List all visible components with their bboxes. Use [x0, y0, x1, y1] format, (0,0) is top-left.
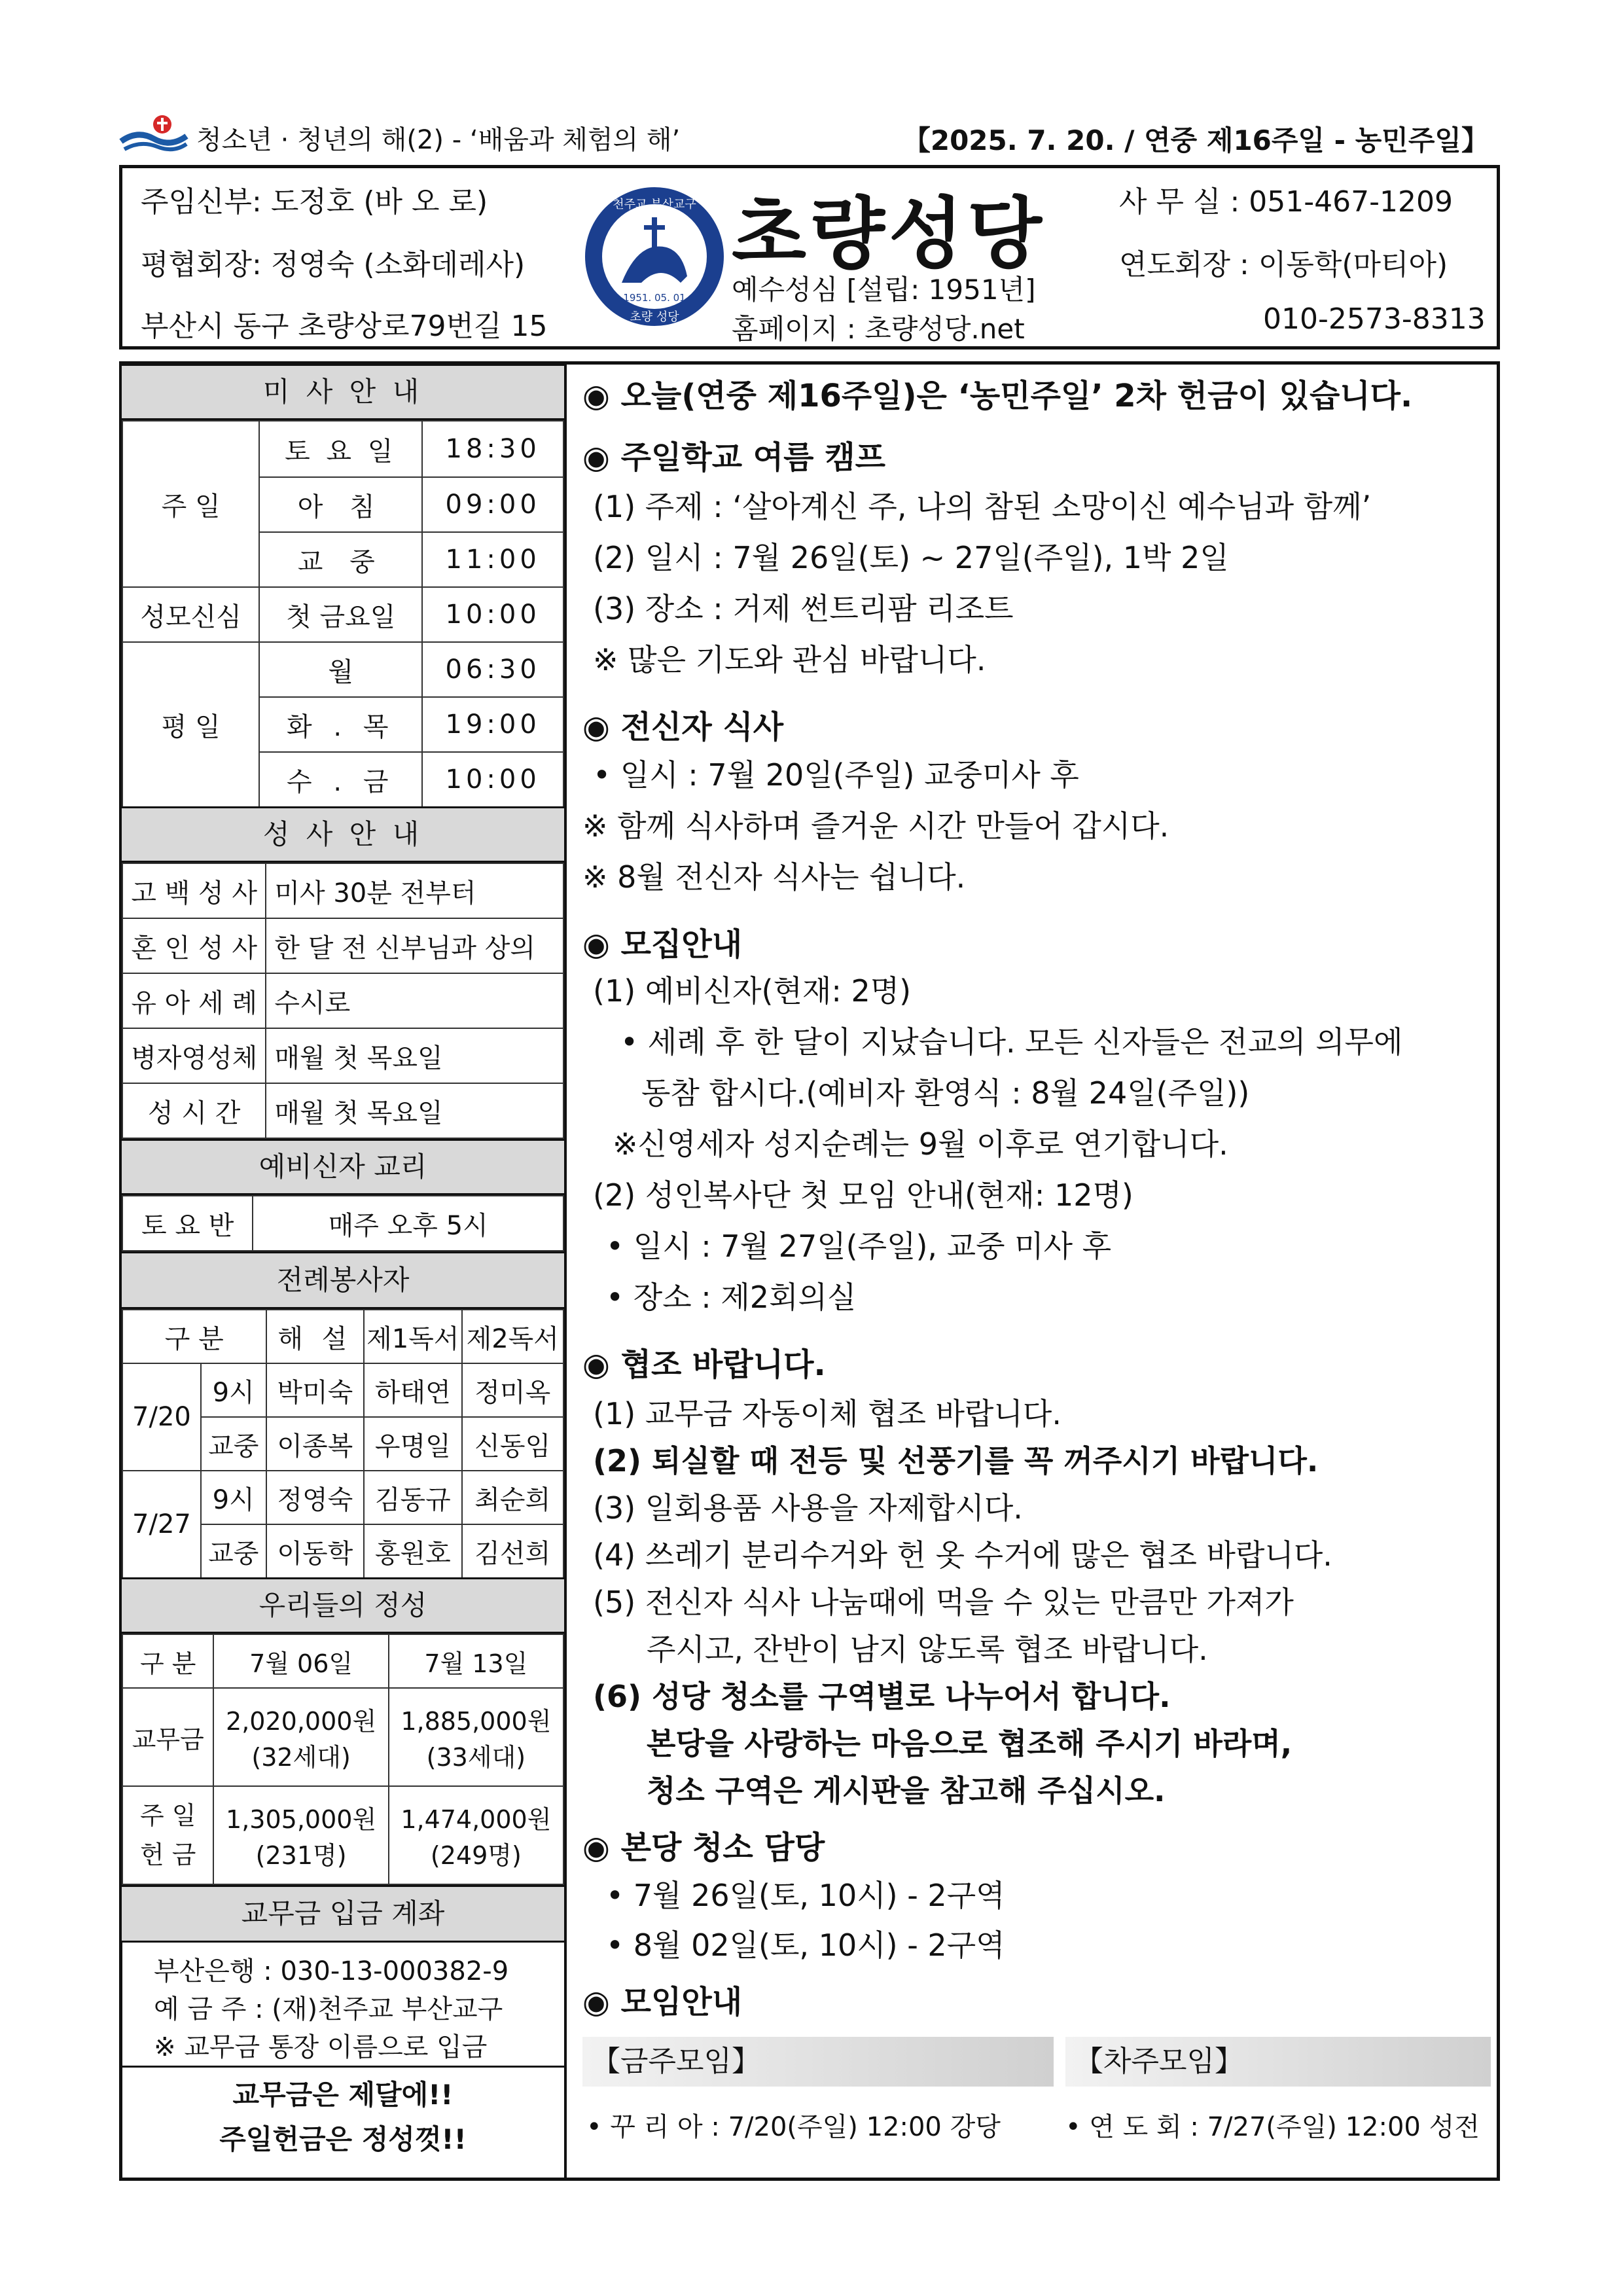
mass-time: 19:00 [422, 697, 563, 752]
recruit-line: 동참 합시다.(예비자 환영식 : 8월 24일(주일)) [641, 1075, 1250, 1111]
this-week-meeting: • 꾸 리 아 : 7/20(주일) 12:00 강당 [586, 2112, 1001, 2142]
table-row [122, 1471, 563, 1524]
liturgy-date: 7/20 [122, 1363, 201, 1471]
offering-cell [389, 1786, 563, 1884]
offering-name: 교무금 [122, 1688, 213, 1786]
catechumen-value: 매주 오후 5시 [253, 1196, 563, 1251]
catechumen-name: 토 요 반 [122, 1196, 253, 1251]
elder-council-text: 연도회장 : 이동학(마티아) [1119, 248, 1448, 281]
mass-day: 화 . 목 [259, 697, 422, 752]
coop-line: (1) 교무금 자동이체 협조 바랍니다. [593, 1396, 1061, 1431]
offering-amount: 1,885,000원 [401, 1707, 552, 1736]
table-row [122, 642, 563, 697]
mass-day: 수 . 금 [259, 752, 422, 807]
meal-line: • 일시 : 7월 20일(주일) 교중미사 후 [593, 757, 1079, 793]
table-row [122, 1634, 563, 1688]
table-row [122, 1196, 563, 1251]
table-row [122, 1688, 563, 1786]
coop-line: (6) 성당 청소를 구역별로 나누어서 합니다. [593, 1679, 1171, 1714]
account-divider [122, 2066, 564, 2068]
liturgy-commentator: 이종복 [266, 1417, 365, 1471]
recruit-line: (1) 예비신자(현재: 2명) [593, 973, 912, 1009]
table-row [122, 1310, 563, 1363]
slogan-line-1: 교무금은 제달에!! [232, 2079, 454, 2111]
sacrament-value: 수시로 [266, 973, 563, 1028]
clean-line: • 7월 26일(토, 10시) - 2구역 [606, 1878, 1005, 1913]
clean-line: • 8월 02일(토, 10시) - 2구역 [606, 1928, 1005, 1963]
slogan-line-2: 주일헌금은 정성껏!! [219, 2123, 467, 2155]
council-text: 평협회장: 정영숙 (소화데레사) [141, 248, 526, 281]
liturgy-reader2: 김선희 [462, 1524, 563, 1578]
clean-title: ◉ 본당 청소 담당 [582, 1829, 825, 1866]
liturgy-commentator: 이동학 [266, 1524, 365, 1578]
camp-line: (2) 일시 : 7월 26일(토) ~ 27일(주일), 1박 2일 [593, 540, 1229, 575]
account-note: ※ 교무금 통장 이름으로 입금 [154, 2032, 488, 2062]
liturgy-section-title: 전례봉사자 [122, 1251, 564, 1309]
mass-group: 평 일 [122, 642, 259, 807]
account-section-title: 교무금 입금 계좌 [122, 1885, 564, 1943]
seal-bottom-text: 초량 성당 [630, 310, 679, 324]
wave-logo-icon [118, 110, 190, 156]
mass-group: 주 일 [122, 421, 259, 587]
church-seal-icon [582, 185, 726, 329]
sacrament-section-title: 성 사 안 내 [122, 806, 564, 863]
offering-amount: 1,474,000원 [401, 1805, 552, 1834]
sacrament-name: 유 아 세 례 [122, 973, 266, 1028]
mass-day: 첫 금요일 [259, 587, 422, 642]
elder-phone: 010-2573-8313 [1263, 302, 1486, 336]
coop-line: (4) 쓰레기 분리수거와 헌 옷 수거에 많은 협조 바랍니다. [593, 1537, 1332, 1573]
liturgy-mass: 교중 [201, 1524, 266, 1578]
offering-header: 7월 13일 [389, 1634, 563, 1688]
mass-day: 토 요 일 [259, 421, 422, 477]
notice-offering: ◉ 오늘(연중 제16주일)은 ‘농민주일’ 2차 헌금이 있습니다. [582, 378, 1413, 414]
sacrament-name: 고 백 성 사 [122, 863, 266, 918]
recruit-line: • 일시 : 7월 27일(주일), 교중 미사 후 [606, 1229, 1112, 1264]
mass-section-title: 미 사 안 내 [122, 364, 564, 420]
recruit-line: • 장소 : 제2회의실 [606, 1280, 857, 1315]
offering-amount: 1,305,000원 [226, 1805, 377, 1834]
mass-table [122, 420, 564, 808]
table-row [122, 587, 563, 642]
sacrament-name: 병자영성체 [122, 1028, 266, 1083]
catechumen-table [122, 1195, 564, 1251]
recruit-title: ◉ 모집안내 [582, 926, 743, 963]
offering-cell [213, 1786, 388, 1884]
offering-amount: 2,020,000원 [226, 1707, 377, 1736]
homepage-link[interactable]: 홈페이지 : 초량성당.net [732, 313, 1025, 345]
account-holder: 예 금 주 : (재)천주교 부산교구 [154, 1994, 503, 2024]
address-text: 부산시 동구 초량상로79번길 15 [141, 310, 548, 343]
liturgy-reader2: 최순희 [462, 1471, 563, 1524]
coop-line: (2) 퇴실할 때 전등 및 선풍기를 꼭 꺼주시기 바랍니다. [593, 1443, 1319, 1479]
table-row [122, 1786, 563, 1884]
mass-time: 10:00 [422, 587, 563, 642]
seal-top-text: 천주교 부산교구 [613, 198, 696, 211]
offering-table [122, 1634, 564, 1885]
mass-time: 11:00 [422, 532, 563, 587]
table-row [122, 421, 563, 477]
table-row [122, 918, 563, 973]
next-week-meeting-header: 【차주모임】 [1065, 2037, 1491, 2087]
camp-line: (1) 주제 : ‘살아계신 주, 나의 참된 소망이신 예수님과 함께’ [593, 489, 1372, 524]
sacrament-value: 미사 30분 전부터 [266, 863, 563, 918]
liturgy-date: 7/27 [122, 1471, 201, 1578]
liturgy-commentator: 박미숙 [266, 1363, 365, 1417]
liturgy-header: 해 설 [266, 1310, 365, 1363]
table-row [122, 863, 563, 918]
liturgy-table [122, 1309, 564, 1579]
next-week-meeting: • 연 도 회 : 7/27(주일) 12:00 성전 [1065, 2112, 1480, 2142]
table-row [122, 1083, 563, 1138]
mass-group: 성모신심 [122, 587, 259, 642]
meal-title: ◉ 전신자 식사 [582, 709, 784, 745]
mass-time: 06:30 [422, 642, 563, 697]
coop-title: ◉ 협조 바랍니다. [582, 1346, 826, 1383]
liturgy-reader1: 홍원호 [364, 1524, 461, 1578]
motto-text: 청소년 · 청년의 해(2) - ‘배움과 체험의 해’ [196, 125, 681, 155]
mass-day: 교 중 [259, 532, 422, 587]
this-week-meeting-header: 【금주모임】 [582, 2037, 1054, 2087]
offering-header: 7월 06일 [213, 1634, 388, 1688]
sacrament-name: 혼 인 성 사 [122, 918, 266, 973]
offering-header: 구 분 [122, 1634, 213, 1688]
bulletin-date: 【2025. 7. 20. / 연중 제16주일 - 농민주일】 [902, 124, 1489, 156]
liturgy-commentator: 정영숙 [266, 1471, 365, 1524]
office-phone: 사 무 실 : 051-467-1209 [1119, 185, 1453, 219]
coop-line: 청소 구역은 게시판을 참고해 주십시오. [647, 1773, 1166, 1808]
mass-day: 월 [259, 642, 422, 697]
coop-line: (5) 전신자 식사 나눔때에 먹을 수 있는 만큼만 가져가 [593, 1585, 1294, 1620]
liturgy-mass: 9시 [201, 1471, 266, 1524]
recruit-line: • 세례 후 한 달이 지났습니다. 모든 신자들은 전교의 의무에 [620, 1024, 1403, 1060]
coop-line: 본당을 사랑하는 마음으로 협조해 주시기 바라며, [647, 1726, 1293, 1761]
mass-time: 10:00 [422, 752, 563, 807]
sacrament-value: 매월 첫 목요일 [266, 1083, 563, 1138]
coop-line: 주시고, 잔반이 남지 않도록 협조 바랍니다. [647, 1632, 1208, 1667]
meal-line: ※ 8월 전신자 식사는 쉽니다. [582, 859, 966, 895]
offering-count: (231명) [255, 1841, 347, 1870]
sacrament-value: 한 달 전 신부님과 상의 [266, 918, 563, 973]
liturgy-reader1: 하태연 [364, 1363, 461, 1417]
camp-title: ◉ 주일학교 여름 캠프 [582, 439, 885, 476]
sacrament-value: 매월 첫 목요일 [266, 1028, 563, 1083]
sacrament-table [122, 863, 564, 1139]
catechumen-section-title: 예비신자 교리 [122, 1139, 564, 1195]
recruit-line: ※신영세자 성지순례는 9월 이후로 연기합니다. [613, 1126, 1228, 1162]
offering-count: (249명) [430, 1841, 522, 1870]
camp-line: (3) 장소 : 거제 썬트리팜 리조트 [593, 591, 1014, 626]
liturgy-reader2: 정미옥 [462, 1363, 563, 1417]
church-name: 초량성당 [732, 188, 1046, 279]
patron-text: 예수성심 [설립: 1951년] [732, 274, 1036, 306]
liturgy-reader2: 신동임 [462, 1417, 563, 1471]
account-bank: 부산은행 : 030-13-000382-9 [154, 1956, 509, 1986]
offering-section-title: 우리들의 정성 [122, 1577, 564, 1634]
liturgy-reader1: 우명일 [364, 1417, 461, 1471]
liturgy-header: 제2독서 [462, 1310, 563, 1363]
meeting-title: ◉ 모임안내 [582, 1984, 743, 2020]
column-divider [564, 361, 567, 2181]
offering-name: 주 일 헌 금 [122, 1786, 213, 1884]
liturgy-header: 구 분 [122, 1310, 266, 1363]
liturgy-mass: 9시 [201, 1363, 266, 1417]
recruit-line: (2) 성인복사단 첫 모임 안내(현재: 12명) [593, 1177, 1133, 1213]
pastor-text: 주임신부: 도정호 (바 오 로) [141, 185, 488, 219]
offering-count: (32세대) [251, 1743, 351, 1772]
mass-time: 09:00 [422, 477, 563, 532]
offering-cell [213, 1688, 388, 1786]
mass-time: 18:30 [422, 421, 563, 477]
liturgy-mass: 교중 [201, 1417, 266, 1471]
mass-day: 아 침 [259, 477, 422, 532]
seal-year-text: 1951. 05. 01 [623, 292, 686, 304]
liturgy-header: 제1독서 [364, 1310, 461, 1363]
meal-line: ※ 함께 식사하며 즐거운 시간 만들어 갑시다. [582, 808, 1169, 844]
table-row [122, 1363, 563, 1417]
liturgy-reader1: 김동규 [364, 1471, 461, 1524]
table-row [122, 1028, 563, 1083]
camp-line: ※ 많은 기도와 관심 바랍니다. [593, 642, 986, 677]
table-row [122, 973, 563, 1028]
offering-count: (33세대) [426, 1743, 526, 1772]
sacrament-name: 성 시 간 [122, 1083, 266, 1138]
offering-cell [389, 1688, 563, 1786]
coop-line: (3) 일회용품 사용을 자제합시다. [593, 1490, 1023, 1526]
